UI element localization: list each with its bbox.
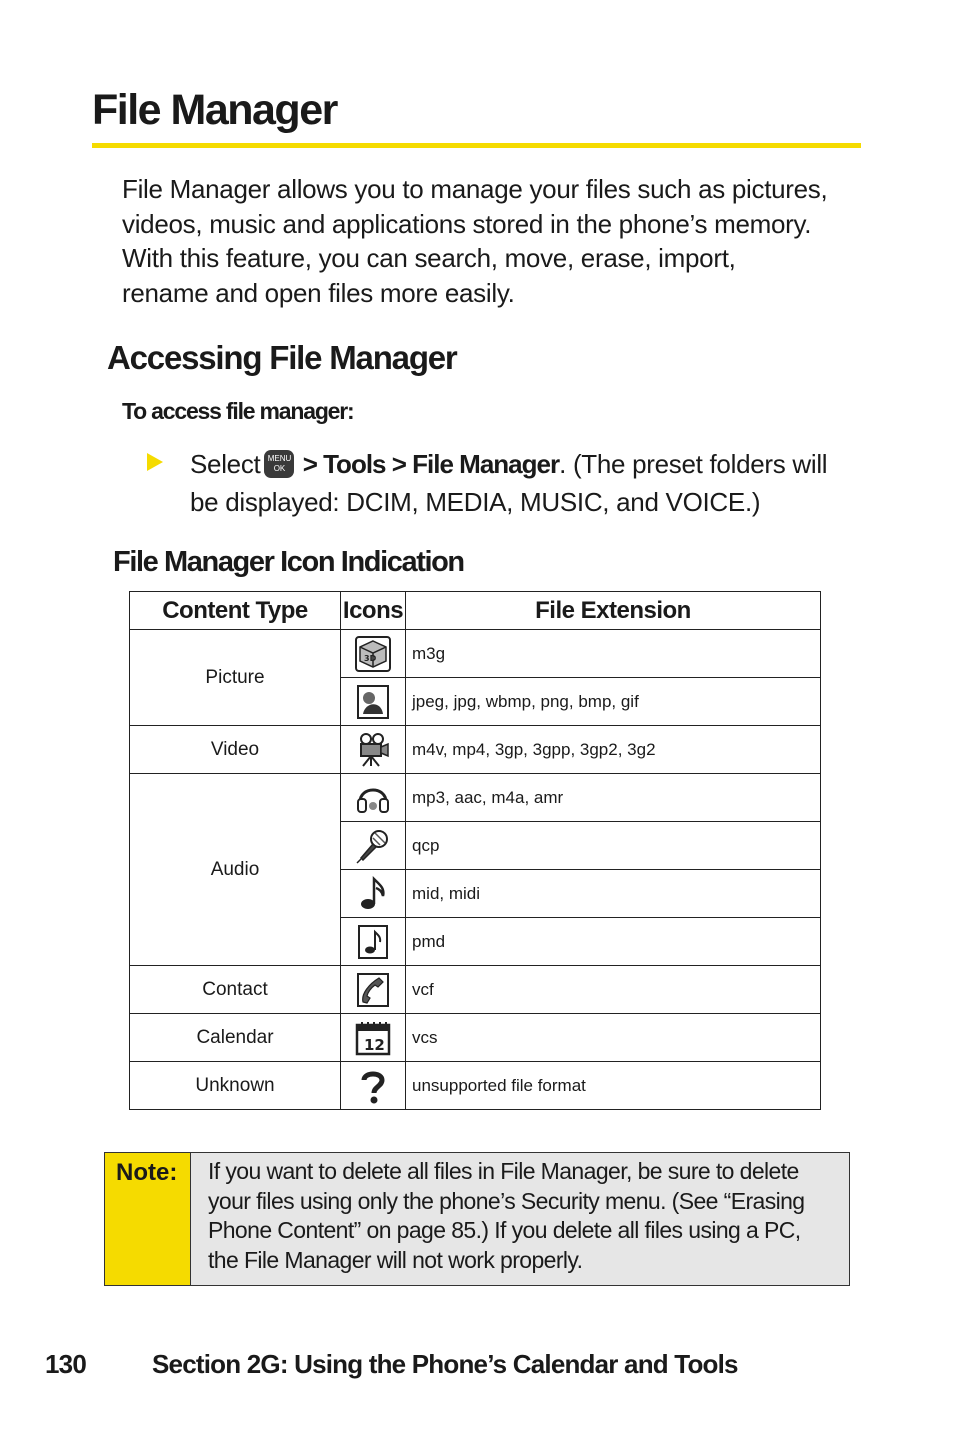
step-file-manager-text: File Manager xyxy=(412,449,560,479)
note-label: Note: xyxy=(105,1153,191,1285)
bullet-arrow-icon xyxy=(147,453,163,471)
intro-line: File Manager allows you to manage your files such as pictures, xyxy=(122,174,828,204)
intro-line: With this feature, you can search, move, erase, import, xyxy=(122,243,736,274)
question-mark-icon xyxy=(355,1068,391,1104)
table-row xyxy=(130,726,821,774)
content-type-cell: Video xyxy=(130,726,341,774)
content-type-cell: Contact xyxy=(130,966,341,1014)
footer-section-title: Section 2G: Using the Phone’s Calendar and Tools xyxy=(152,1349,738,1379)
content-type-cell: Audio xyxy=(130,774,341,966)
contact-phone-icon xyxy=(355,972,391,1008)
step-line-2: be displayed: DCIM, MEDIA, MUSIC, and VOICE.) xyxy=(190,487,761,517)
headphones-icon xyxy=(355,780,391,816)
procedure-heading: To access file manager: xyxy=(122,398,354,424)
extension-cell: m3g xyxy=(406,630,821,678)
music-note-box-icon xyxy=(355,924,391,960)
menu-ok-key-icon: MENU OK xyxy=(264,450,294,478)
extension-cell: mid, midi xyxy=(406,870,821,918)
content-type-cell: Calendar xyxy=(130,1014,341,1062)
page-footer xyxy=(45,1346,738,1382)
extension-cell: unsupported file format xyxy=(406,1062,821,1110)
section-heading: Accessing File Manager xyxy=(107,339,457,376)
note-line: the File Manager will not work properly. xyxy=(208,1246,583,1273)
step-select-text: Select xyxy=(190,449,261,479)
extension-cell: m4v, mp4, 3gp, 3gpp, 3gp2, 3g2 xyxy=(406,726,821,774)
icon-cell xyxy=(341,918,406,966)
separator: > xyxy=(296,449,324,479)
icon-indication-table xyxy=(129,591,821,1110)
header-content-type: Content Type xyxy=(130,592,341,630)
extension-cell: mp3, aac, m4a, amr xyxy=(406,774,821,822)
extension-cell: vcf xyxy=(406,966,821,1014)
page-number: 130 xyxy=(45,1349,86,1379)
header-icons: Icons xyxy=(341,592,406,630)
icon-cell xyxy=(341,1062,406,1110)
table-header-row xyxy=(130,592,821,630)
intro-line: rename and open files more easily. xyxy=(122,278,515,309)
calendar-icon xyxy=(355,1020,391,1056)
icon-cell xyxy=(341,822,406,870)
table-row xyxy=(130,630,821,678)
table-heading: File Manager Icon Indication xyxy=(113,546,464,578)
note-line: your files using only the phone’s Security menu. (See “Erasing xyxy=(208,1187,805,1214)
svg-text:3D: 3D xyxy=(364,653,377,663)
note-line: Phone Content” on page 85.) If you delete all files using a PC, xyxy=(208,1217,801,1243)
3d-cube-icon xyxy=(355,636,391,672)
svg-text:12: 12 xyxy=(364,1035,385,1054)
video-camera-icon xyxy=(355,732,391,768)
extension-cell: qcp xyxy=(406,822,821,870)
extension-cell: pmd xyxy=(406,918,821,966)
intro-paragraph xyxy=(122,172,872,311)
separator: > xyxy=(385,449,413,479)
extension-cell: vcs xyxy=(406,1014,821,1062)
icon-cell xyxy=(341,678,406,726)
icon-cell xyxy=(341,966,406,1014)
step-line xyxy=(190,445,827,483)
icon-cell xyxy=(341,630,406,678)
table-row xyxy=(130,1062,821,1110)
picture-icon xyxy=(355,684,391,720)
note-body xyxy=(191,1153,849,1285)
note-box xyxy=(104,1152,850,1286)
step-tools-text: Tools xyxy=(323,449,386,479)
table-row xyxy=(130,1014,821,1062)
table-row xyxy=(130,966,821,1014)
note-line: If you want to delete all files in File Manager, be sure to delete xyxy=(208,1158,799,1184)
step-rest-text: . (The preset folders will xyxy=(559,449,828,479)
table-row xyxy=(130,774,821,822)
music-note-icon xyxy=(355,876,391,912)
icon-cell xyxy=(341,774,406,822)
intro-line: videos, music and applications stored in the phone’s memory. xyxy=(122,208,812,239)
icon-cell xyxy=(341,870,406,918)
header-file-extension: File Extension xyxy=(406,592,821,630)
page-title: File Manager xyxy=(92,86,337,134)
icon-cell xyxy=(341,1014,406,1062)
title-rule xyxy=(92,143,861,148)
content-type-cell: Picture xyxy=(130,630,341,726)
extension-cell: jpeg, jpg, wbmp, png, bmp, gif xyxy=(406,678,821,726)
microphone-icon xyxy=(355,828,391,864)
content-type-cell: Unknown xyxy=(130,1062,341,1110)
icon-cell xyxy=(341,726,406,774)
